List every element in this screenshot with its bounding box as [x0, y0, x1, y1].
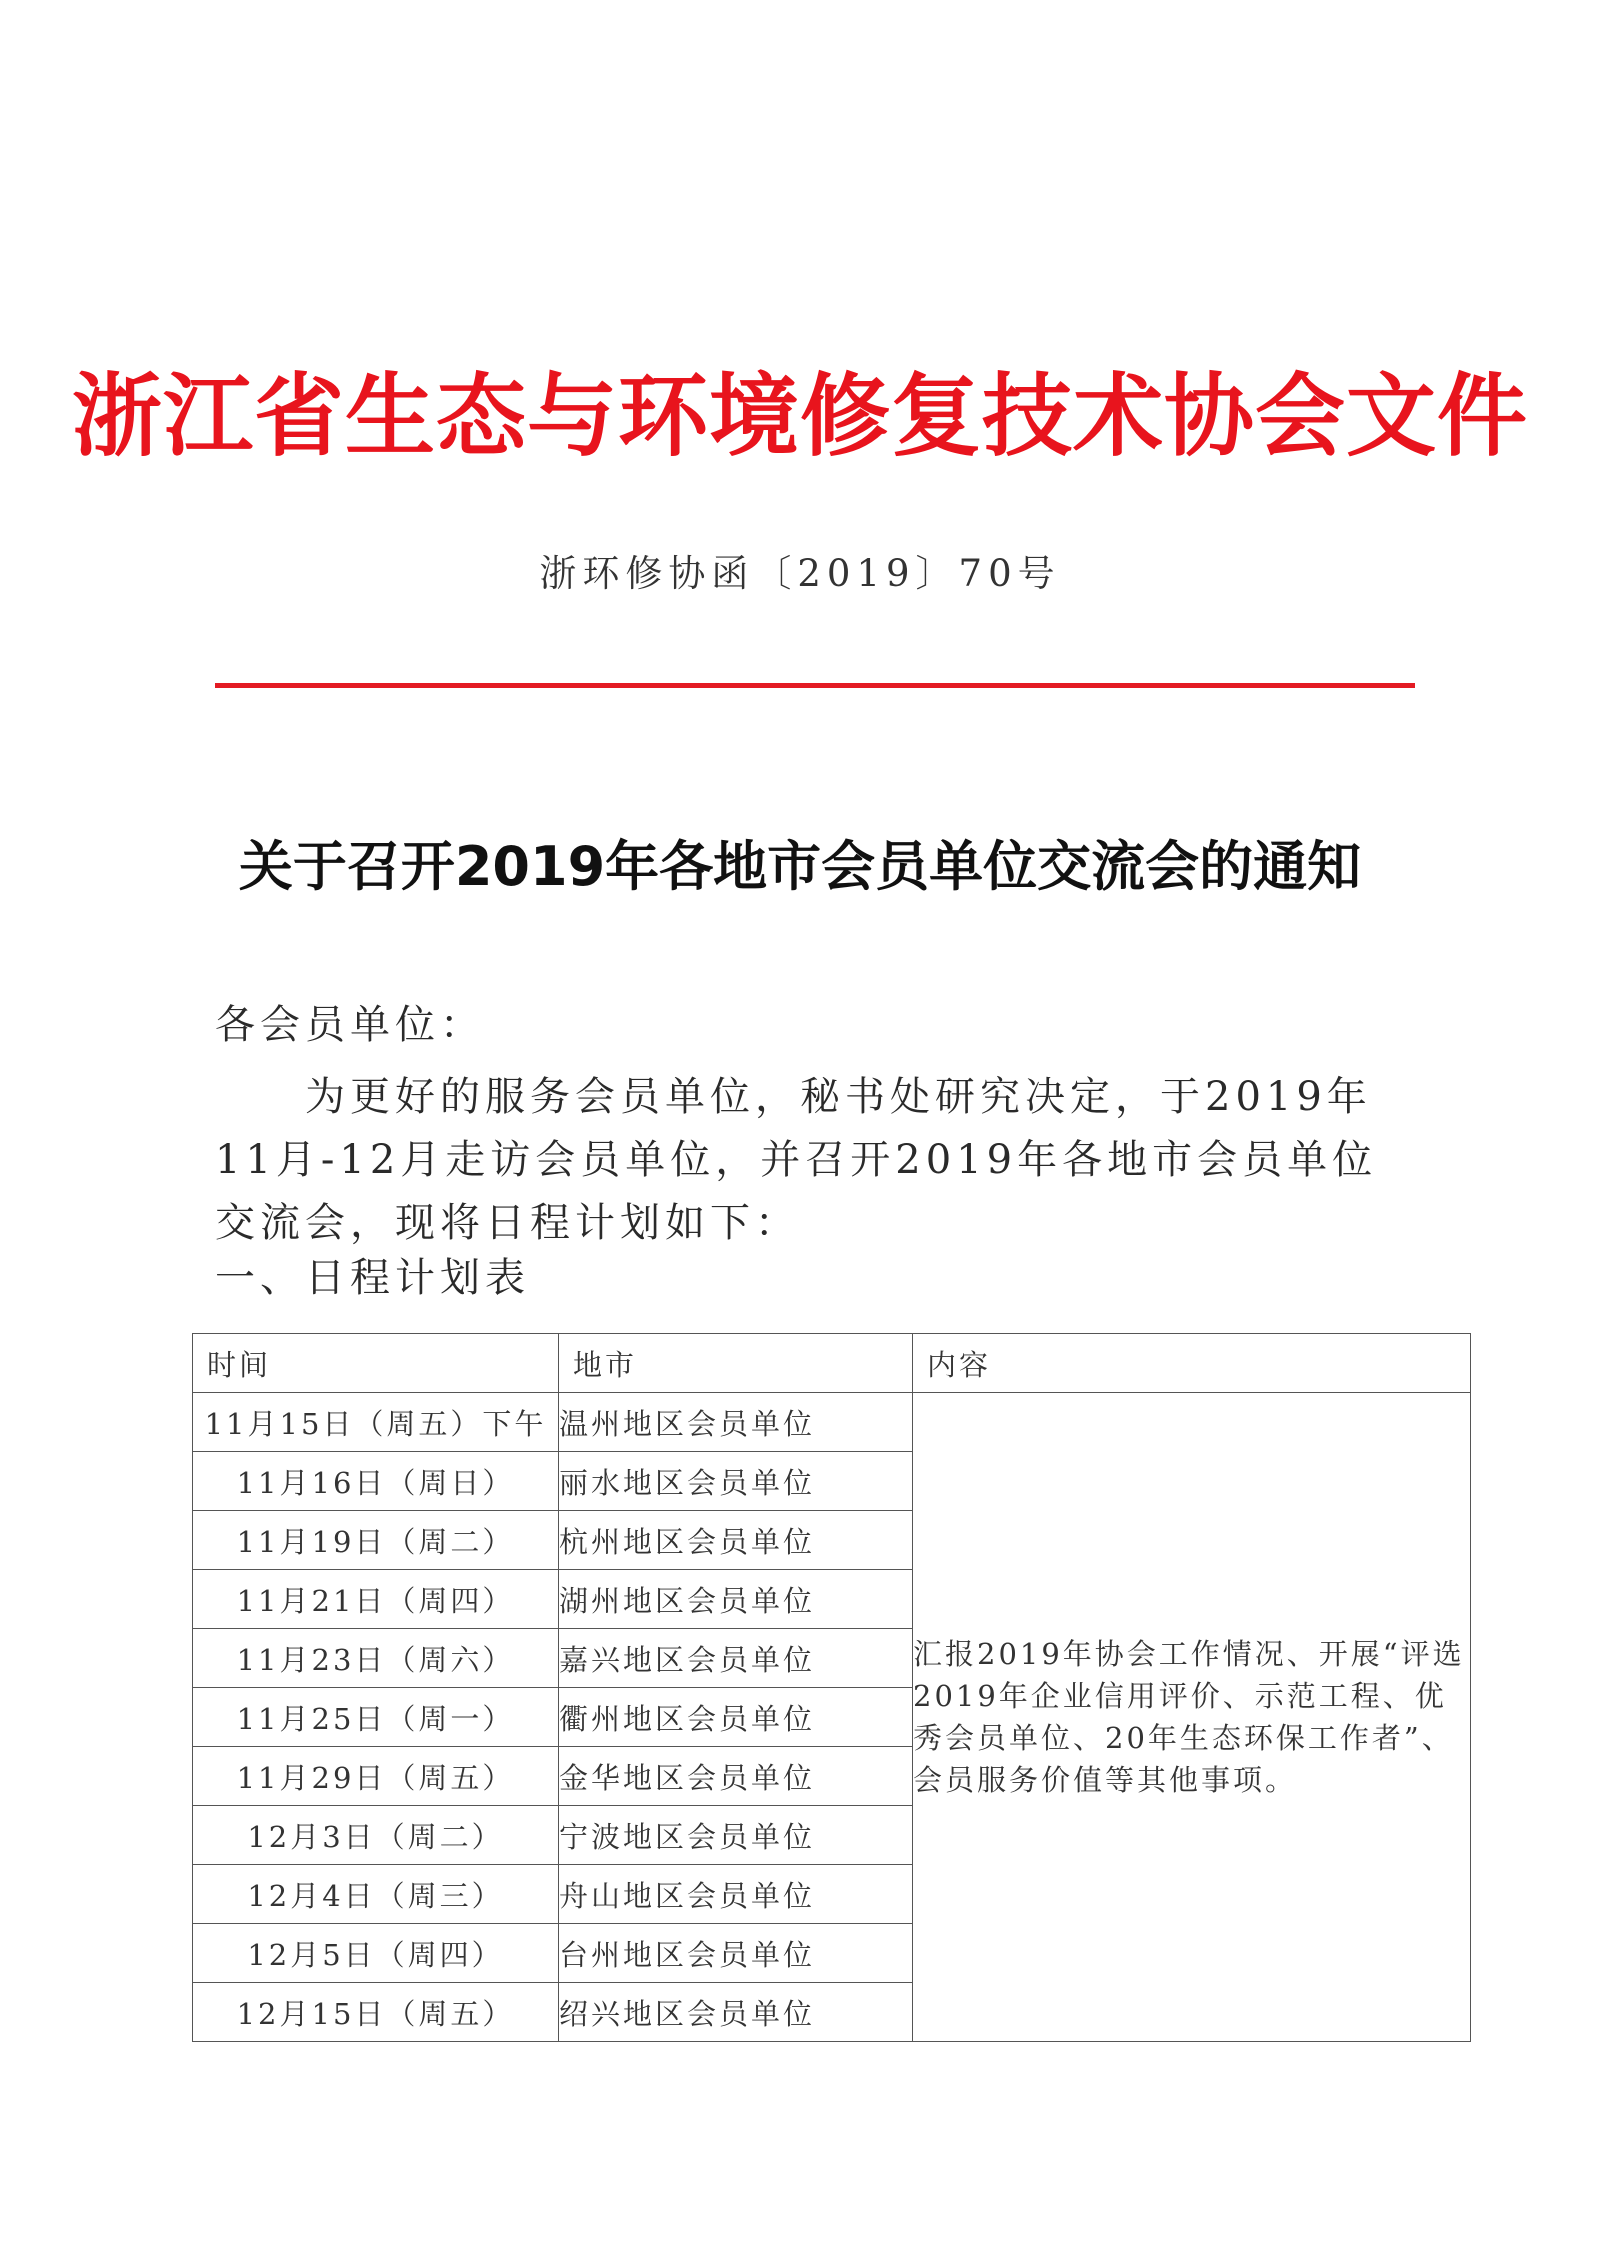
time-cell: 11月16日（周日） — [193, 1452, 559, 1511]
time-cell: 11月19日（周二） — [193, 1511, 559, 1570]
column-header-content: 内容 — [913, 1334, 1471, 1393]
time-cell: 12月4日（周三） — [193, 1865, 559, 1924]
time-cell: 12月15日（周五） — [193, 1983, 559, 2042]
city-cell: 丽水地区会员单位 — [559, 1452, 913, 1511]
document-number: 浙环修协函〔2019〕70号 — [539, 552, 1061, 595]
content-cell: 汇报2019年协会工作情况、开展“评选2019年企业信用评价、示范工程、优秀会员单位、20年生态环保工作者”、会员服务价值等其他事项。 — [913, 1393, 1471, 2042]
city-cell: 湖州地区会员单位 — [559, 1570, 913, 1629]
red-divider-line — [215, 683, 1415, 688]
time-cell: 12月3日（周二） — [193, 1806, 559, 1865]
city-cell: 金华地区会员单位 — [559, 1747, 913, 1806]
column-header-time: 时间 — [193, 1334, 559, 1393]
city-cell: 绍兴地区会员单位 — [559, 1983, 913, 2042]
notice-title: 关于召开2019年各地市会员单位交流会的通知 — [238, 835, 1362, 898]
table-header-row — [193, 1334, 1471, 1393]
time-cell: 11月15日（周五）下午 — [193, 1393, 559, 1452]
city-cell: 衢州地区会员单位 — [559, 1688, 913, 1747]
time-cell: 11月25日（周一） — [193, 1688, 559, 1747]
city-cell: 杭州地区会员单位 — [559, 1511, 913, 1570]
city-cell: 台州地区会员单位 — [559, 1924, 913, 1983]
org-header-title: 浙江省生态与环境修复技术协会文件 — [72, 364, 1528, 469]
section-heading: 一、日程计划表 — [215, 1255, 530, 1301]
time-cell: 12月5日（周四） — [193, 1924, 559, 1983]
time-cell: 11月21日（周四） — [193, 1570, 559, 1629]
salutation: 各会员单位： — [215, 1002, 485, 1048]
city-cell: 舟山地区会员单位 — [559, 1865, 913, 1924]
column-header-city: 地市 — [559, 1334, 913, 1393]
time-cell: 11月29日（周五） — [193, 1747, 559, 1806]
city-cell: 宁波地区会员单位 — [559, 1806, 913, 1865]
table-row — [193, 1393, 1471, 1452]
city-cell: 嘉兴地区会员单位 — [559, 1629, 913, 1688]
time-cell: 11月23日（周六） — [193, 1629, 559, 1688]
schedule-table — [192, 1333, 1471, 2042]
body-paragraph: 为更好的服务会员单位，秘书处研究决定，于2019年11月-12月走访会员单位，并召开2019年各地市会员单位交流会，现将日程计划如下： — [215, 1074, 1378, 1246]
city-cell: 温州地区会员单位 — [559, 1393, 913, 1452]
